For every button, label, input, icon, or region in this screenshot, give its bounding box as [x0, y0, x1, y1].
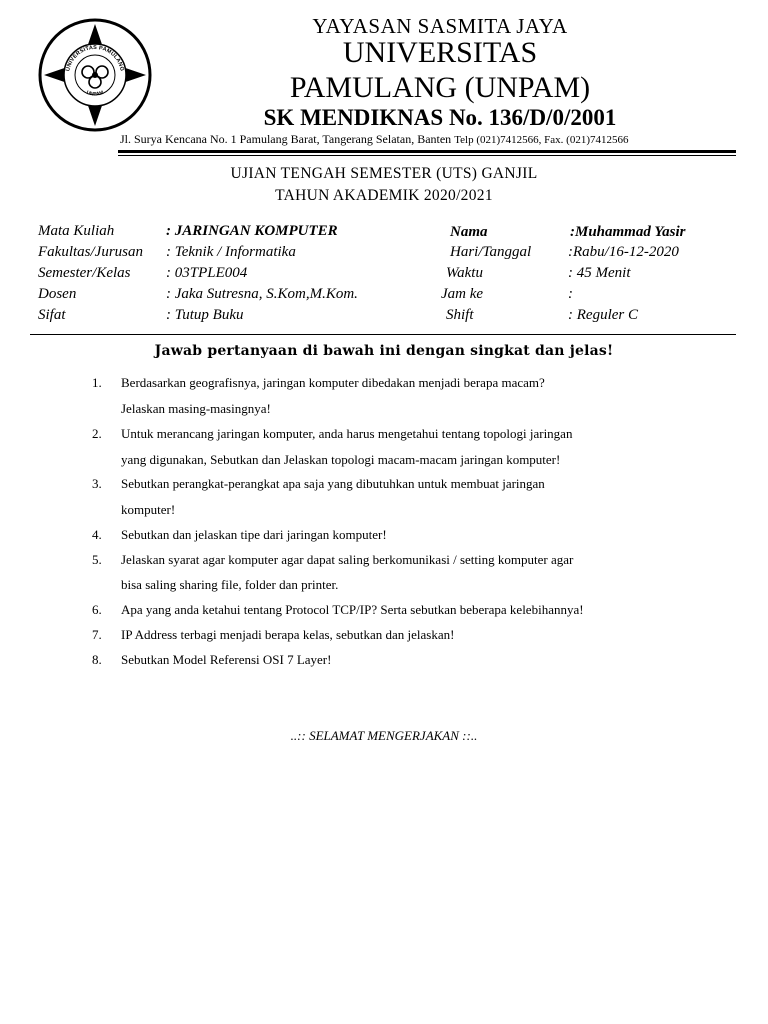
question-text: IP Address terbagi menjadi berapa kelas, sebutkan dan jelaskan!	[121, 627, 455, 642]
header-divider-thin	[118, 155, 736, 156]
name-label: Nama	[450, 224, 488, 240]
header-divider-thick	[118, 150, 736, 153]
question-text: Jelaskan syarat agar komputer agar dapat saling berkomunikasi / setting komputer agar	[121, 552, 574, 567]
university-name-full: PAMULANG (UNPAM)	[289, 71, 591, 104]
question-text: Berdasarkan geografisnya, jaringan komputer dibedakan menjadi berapa macam?	[121, 375, 545, 390]
decree-number: SK MENDIKNAS No. 136/D/0/2001	[263, 105, 617, 130]
question-number: 6.	[92, 602, 102, 617]
name-value: :Muhammad Yasir	[570, 224, 686, 240]
question-number: 2.	[92, 426, 102, 441]
instruction: Jawab pertanyaan di bawah ini dengan singkat dan jelas!	[154, 343, 614, 359]
lecturer-value: : Jaka Sutresna, S.Kom,M.Kom.	[166, 286, 358, 302]
lecturer-label: Dosen	[38, 286, 77, 302]
date-value: :Rabu/16-12-2020	[568, 244, 679, 260]
time-value: : 45 Menit	[568, 265, 631, 281]
foundation-name: YAYASAN SASMITA JAYA	[312, 14, 568, 38]
closing-message: ..:: SELAMAT MENGERJAKAN ::..	[290, 728, 478, 743]
address-line	[120, 132, 628, 147]
academic-year: TAHUN AKADEMIK 2020/2021	[275, 187, 493, 204]
session-label: Jam ke	[441, 286, 484, 302]
question-text-cont: yang digunakan, Sebutkan dan Jelaskan topologi macam-macam jaringan komputer!	[121, 452, 561, 467]
question-text-cont: Jelaskan masing-masingnya!	[121, 401, 271, 416]
question-number: 4.	[92, 527, 102, 542]
question-text: Apa yang anda ketahui tentang Protocol TCP/IP? Serta sebutkan beberapa kelebihannya!	[121, 602, 584, 617]
shift-value: : Reguler C	[568, 307, 638, 323]
question-number: 3.	[92, 476, 102, 491]
exam-title: UJIAN TENGAH SEMESTER (UTS) GANJIL	[230, 165, 538, 182]
shift-label: Shift	[446, 307, 474, 323]
course-label: Mata Kuliah	[38, 223, 115, 239]
address: Jl. Surya Kencana No. 1 Pamulang Barat, Tangerang Selatan, Banten	[120, 132, 452, 146]
nature-label: Sifat	[38, 307, 66, 323]
question-text: Untuk merancang jaringan komputer, anda harus mengetahui tentang topologi jaringan	[121, 426, 573, 441]
faculty-value: : Teknik / Informatika	[166, 244, 296, 260]
course-value: : JARINGAN KOMPUTER	[166, 223, 338, 239]
session-value: :	[568, 286, 573, 302]
question-text-cont: komputer!	[121, 502, 176, 517]
question-number: 7.	[92, 627, 102, 642]
contact: Telp (021)7412566, Fax. (021)7412566	[454, 134, 629, 146]
logo-text-bottom: UNPAM	[85, 89, 105, 98]
question-text: Sebutkan dan jelaskan tipe dari jaringan komputer!	[121, 527, 387, 542]
university-name: UNIVERSITAS	[342, 36, 538, 69]
question-number: 5.	[92, 552, 102, 567]
question-text-cont: bisa saling sharing file, folder dan printer.	[121, 577, 339, 592]
question-number: 1.	[92, 375, 102, 390]
semester-label: Semester/Kelas	[38, 265, 131, 281]
nature-value: : Tutup Buku	[166, 307, 244, 323]
time-label: Waktu	[446, 265, 483, 281]
question-text: Sebutkan Model Referensi OSI 7 Layer!	[121, 652, 332, 667]
date-label: Hari/Tanggal	[450, 244, 532, 260]
question-text: Sebutkan perangkat-perangkat apa saja yang dibutuhkan untuk membuat jaringan	[121, 476, 545, 491]
logo-text-top: UNIVERSITAS PAMULANG	[65, 44, 125, 72]
faculty-label: Fakultas/Jurusan	[38, 244, 143, 260]
semester-value: : 03TPLE004	[166, 265, 248, 281]
question-number: 8.	[92, 652, 102, 667]
info-divider	[30, 334, 736, 335]
